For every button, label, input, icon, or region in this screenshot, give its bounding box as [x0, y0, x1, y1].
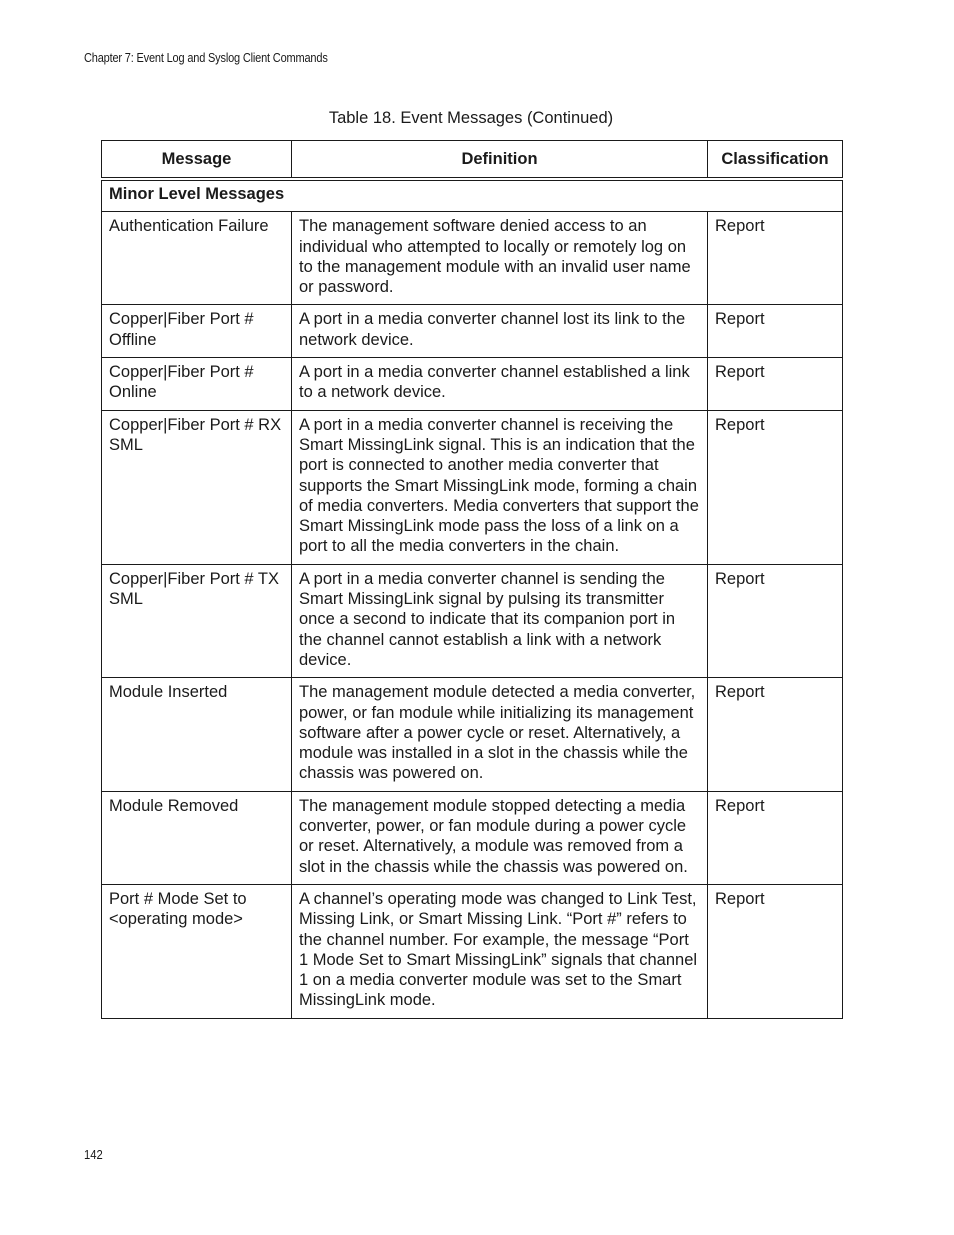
table-row — [102, 678, 843, 791]
event-messages-table-wrapper — [101, 140, 842, 1019]
message-cell: Copper|Fiber Port # TX SML — [102, 564, 292, 677]
definition-cell: A port in a media converter channel lost its link to the network device. — [292, 305, 708, 358]
table-row — [102, 305, 843, 358]
definition-cell: The management software denied access to an individual who attempted to locally or remotely log on to the management module with an invalid user name or password. — [292, 212, 708, 305]
table-row — [102, 564, 843, 677]
table-row — [102, 884, 843, 1018]
definition-cell: A port in a media converter channel is sending the Smart MissingLink signal by pulsing its transmitter once a second to indicate that its companion port in the channel cannot establish a link with a network device. — [292, 564, 708, 677]
table-header-row — [102, 141, 843, 180]
message-cell: Module Removed — [102, 791, 292, 884]
message-cell: Authentication Failure — [102, 212, 292, 305]
definition-cell: A port in a media converter channel established a link to a network device. — [292, 358, 708, 411]
message-cell: Copper|Fiber Port # Online — [102, 358, 292, 411]
column-header-classification: Classification — [708, 141, 843, 180]
classification-cell: Report — [708, 791, 843, 884]
definition-cell: The management module detected a media converter, power, or fan module while initializing its management software after a power cycle or reset. Alternatively, a module was installed in a slot in the chassis while the chassis was powered on. — [292, 678, 708, 791]
column-header-definition: Definition — [292, 141, 708, 180]
section-row — [102, 179, 843, 212]
classification-cell: Report — [708, 410, 843, 564]
event-messages-table — [101, 140, 843, 1019]
definition-cell: A port in a media converter channel is receiving the Smart MissingLink signal. This is an indication that the port is connected to another media converter that supports the Smart MissingLink mode, forming a chain of media converters. Media converters that support the Smart MissingLink mode pass the loss of a link on a port to all the media converters in the chain. — [292, 410, 708, 564]
table-row — [102, 791, 843, 884]
page-number: 142 — [84, 1148, 103, 1162]
classification-cell: Report — [708, 564, 843, 677]
classification-cell: Report — [708, 884, 843, 1018]
section-title: Minor Level Messages — [102, 179, 843, 212]
definition-cell: A channel’s operating mode was changed to Link Test, Missing Link, or Smart Missing Link. “Port #” refers to the channel number. For example, the message “Port 1 Mode Set to Smart MissingLink” signals that channel 1 on a media converter module was set to the Smart MissingLink mode. — [292, 884, 708, 1018]
table-row — [102, 358, 843, 411]
classification-cell: Report — [708, 212, 843, 305]
table-row — [102, 212, 843, 305]
classification-cell: Report — [708, 358, 843, 411]
definition-cell: The management module stopped detecting a media converter, power, or fan module during a power cycle or reset. Alternatively, a module was removed from a slot in the chassis while the chassis was powered on. — [292, 791, 708, 884]
column-header-message: Message — [102, 141, 292, 180]
message-cell: Port # Mode Set to <operating mode> — [102, 884, 292, 1018]
message-cell: Copper|Fiber Port # RX SML — [102, 410, 292, 564]
classification-cell: Report — [708, 678, 843, 791]
classification-cell: Report — [708, 305, 843, 358]
message-cell: Copper|Fiber Port # Offline — [102, 305, 292, 358]
running-header: Chapter 7: Event Log and Syslog Client Commands — [84, 51, 328, 65]
message-cell: Module Inserted — [102, 678, 292, 791]
table-caption: Table 18. Event Messages (Continued) — [328, 109, 614, 127]
table-row — [102, 410, 843, 564]
